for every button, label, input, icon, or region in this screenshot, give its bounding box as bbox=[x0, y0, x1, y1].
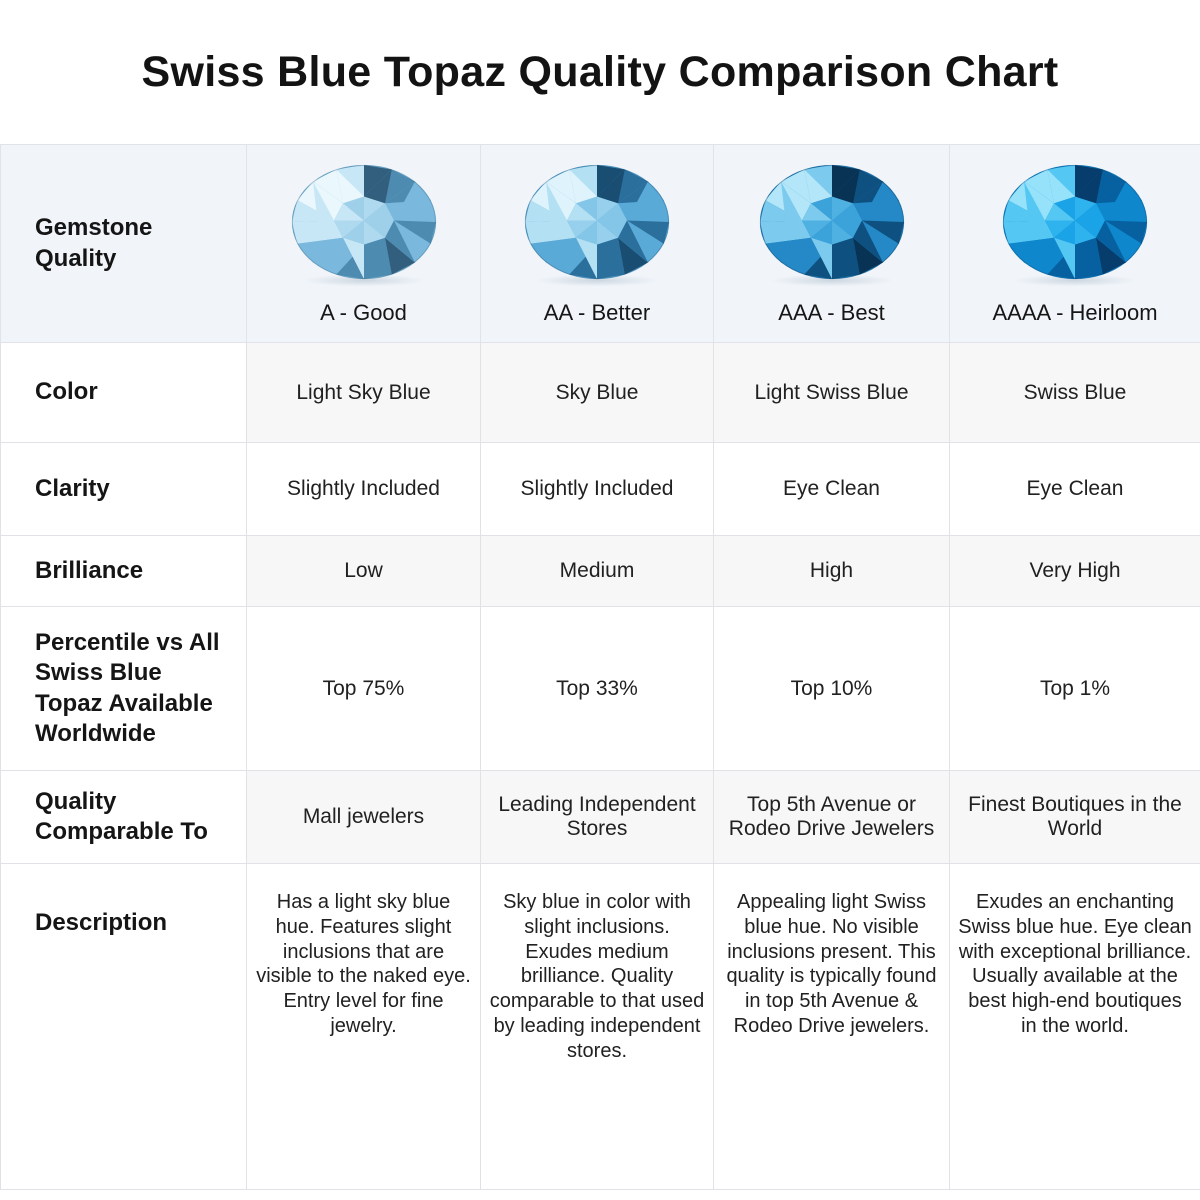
header-row bbox=[1, 145, 1200, 343]
row-label-description: Description bbox=[1, 864, 247, 1190]
gem-image-aa-better bbox=[522, 162, 672, 288]
grade-label: A - Good bbox=[320, 299, 407, 325]
comparable-value: Leading Independent Stores bbox=[481, 771, 714, 864]
row-label-brilliance: Brilliance bbox=[1, 536, 247, 607]
clarity-value: Eye Clean bbox=[714, 443, 950, 536]
description-value: Sky blue in color with slight inclusions. Exudes medium brilliance. Quality comparable to that used by leading independent stores. bbox=[481, 864, 714, 1190]
comparable-value: Mall jewelers bbox=[247, 771, 481, 864]
description-row bbox=[1, 864, 1200, 1190]
percentile-value: Top 75% bbox=[247, 607, 481, 771]
color-value: Sky Blue bbox=[481, 343, 714, 443]
grade-label: AAAA - Heirloom bbox=[992, 299, 1158, 325]
page-title: Swiss Blue Topaz Quality Comparison Chart bbox=[141, 48, 1059, 96]
brilliance-row bbox=[1, 536, 1200, 607]
color-value: Light Sky Blue bbox=[247, 343, 481, 443]
clarity-value: Eye Clean bbox=[950, 443, 1200, 536]
brilliance-value: Low bbox=[247, 536, 481, 607]
comparison-table bbox=[0, 144, 1200, 1190]
clarity-value: Slightly Included bbox=[481, 443, 714, 536]
comparable-value: Top 5th Avenue or Rodeo Drive Jewelers bbox=[714, 771, 950, 864]
gem-image-aaa-best bbox=[757, 162, 907, 288]
row-label-gemstone-quality: Gemstone Quality bbox=[1, 145, 247, 343]
description-value: Has a light sky blue hue. Features slight inclusions that are visible to the naked eye. Entry level for fine jewelry. bbox=[247, 864, 481, 1190]
comparable-row bbox=[1, 771, 1200, 864]
comparable-value: Finest Boutiques in the World bbox=[950, 771, 1200, 864]
grade-column-a-good bbox=[247, 145, 481, 343]
grade-column-aaaa-heirloom bbox=[950, 145, 1200, 343]
percentile-value: Top 10% bbox=[714, 607, 950, 771]
grade-label: AAA - Best bbox=[778, 299, 885, 325]
color-value: Swiss Blue bbox=[950, 343, 1200, 443]
description-value: Appealing light Swiss blue hue. No visible inclusions present. This quality is typically found in top 5th Avenue & Rodeo Drive jewelers. bbox=[714, 864, 950, 1190]
gem-image-aaaa-heirloom bbox=[1000, 162, 1150, 288]
description-value: Exudes an enchanting Swiss blue hue. Eye clean with exceptional brilliance. Usually available at the best high-end boutiques in the world. bbox=[950, 864, 1200, 1190]
gem-image-a-good bbox=[289, 162, 439, 288]
row-label-color: Color bbox=[1, 343, 247, 443]
row-label-clarity: Clarity bbox=[1, 443, 247, 536]
brilliance-value: Medium bbox=[481, 536, 714, 607]
row-label-percentile: Percentile vs All Swiss Blue Topaz Available Worldwide bbox=[1, 607, 247, 771]
grade-column-aa-better bbox=[481, 145, 714, 343]
clarity-row bbox=[1, 443, 1200, 536]
grade-column-aaa-best bbox=[714, 145, 950, 343]
brilliance-value: Very High bbox=[950, 536, 1200, 607]
row-label-comparable: Quality Comparable To bbox=[1, 771, 247, 864]
grade-label: AA - Better bbox=[543, 299, 651, 325]
percentile-value: Top 1% bbox=[950, 607, 1200, 771]
percentile-row bbox=[1, 607, 1200, 771]
color-value: Light Swiss Blue bbox=[714, 343, 950, 443]
clarity-value: Slightly Included bbox=[247, 443, 481, 536]
color-row bbox=[1, 343, 1200, 443]
brilliance-value: High bbox=[714, 536, 950, 607]
percentile-value: Top 33% bbox=[481, 607, 714, 771]
